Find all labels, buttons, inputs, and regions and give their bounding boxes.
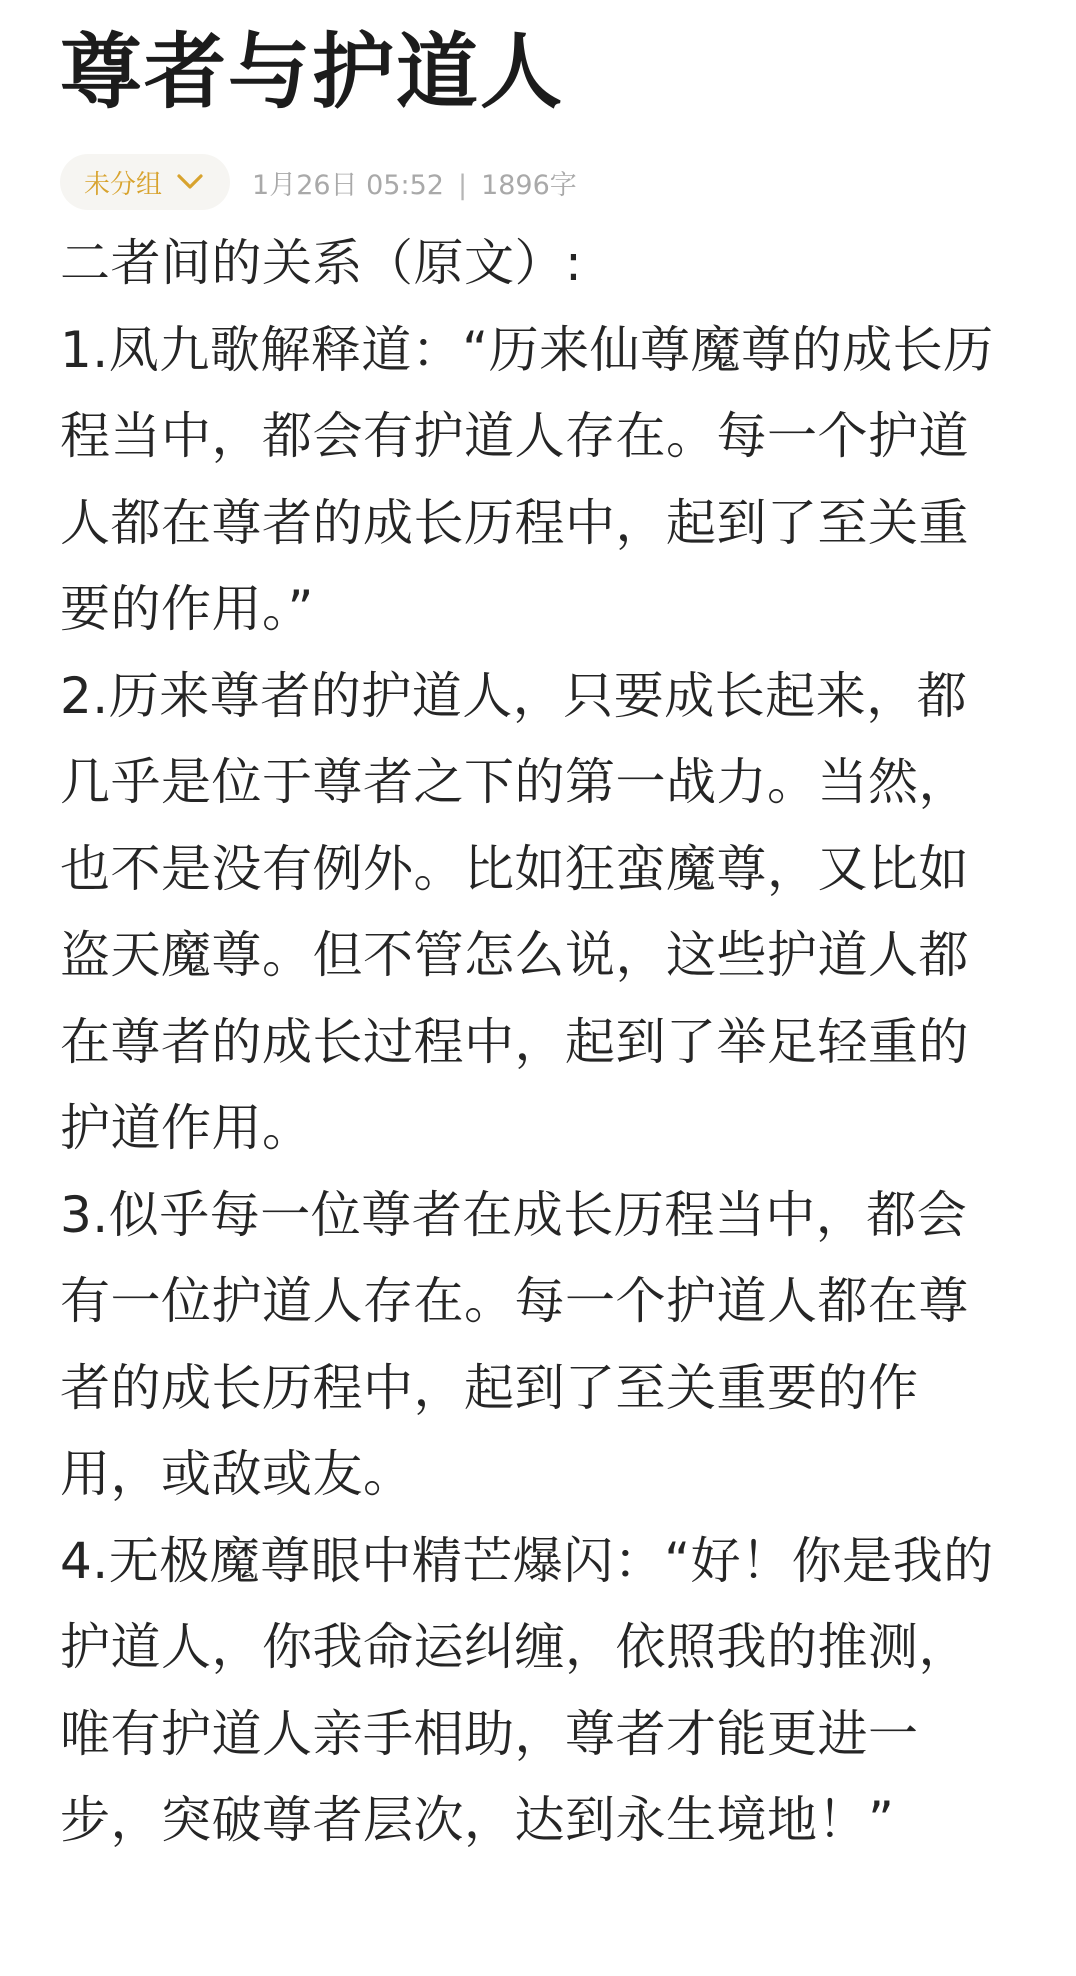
- word-count: 1896字: [481, 169, 577, 201]
- note-body[interactable]: [60, 220, 1016, 1864]
- note-meta-row: [60, 154, 1016, 210]
- note-date: 1月26日 05:52: [252, 169, 444, 201]
- note-meta: [252, 163, 577, 202]
- chevron-down-icon: [176, 173, 204, 191]
- body-paragraph: 3.似乎每一位尊者在成长历程当中，都会有一位护道人存在。每一个护道人都在尊者的成长历程中，起到了至关重要的作用，或敌或友。: [60, 1185, 969, 1503]
- body-paragraph: 1.凤九歌解释道：“历来仙尊魔尊的成长历程当中，都会有护道人存在。每一个护道人都在尊者的成长历程中，起到了至关重要的作用。”: [60, 320, 994, 638]
- body-paragraph: 二者间的关系（原文）:: [60, 234, 583, 292]
- body-paragraph: 4.无极魔尊眼中精芒爆闪：“好！你是我的护道人，你我命运纠缠，依照我的推测，唯有护道人亲手相助，尊者才能更进一步，突破尊者层次，达到永生境地！”: [60, 1531, 994, 1849]
- body-paragraph: 2.历来尊者的护道人，只要成长起来，都几乎是位于尊者之下的第一战力。当然，也不是没有例外。比如狂蛮魔尊，又比如盗天魔尊。但不管怎么说，这些护道人都在尊者的成长过程中，起到了举足轻重的护道作用。: [60, 666, 969, 1157]
- meta-separator: |: [457, 169, 468, 201]
- note-title[interactable]: 尊者与护道人: [60, 25, 565, 120]
- group-selector-button[interactable]: [60, 154, 230, 210]
- group-label: 未分组: [84, 169, 163, 200]
